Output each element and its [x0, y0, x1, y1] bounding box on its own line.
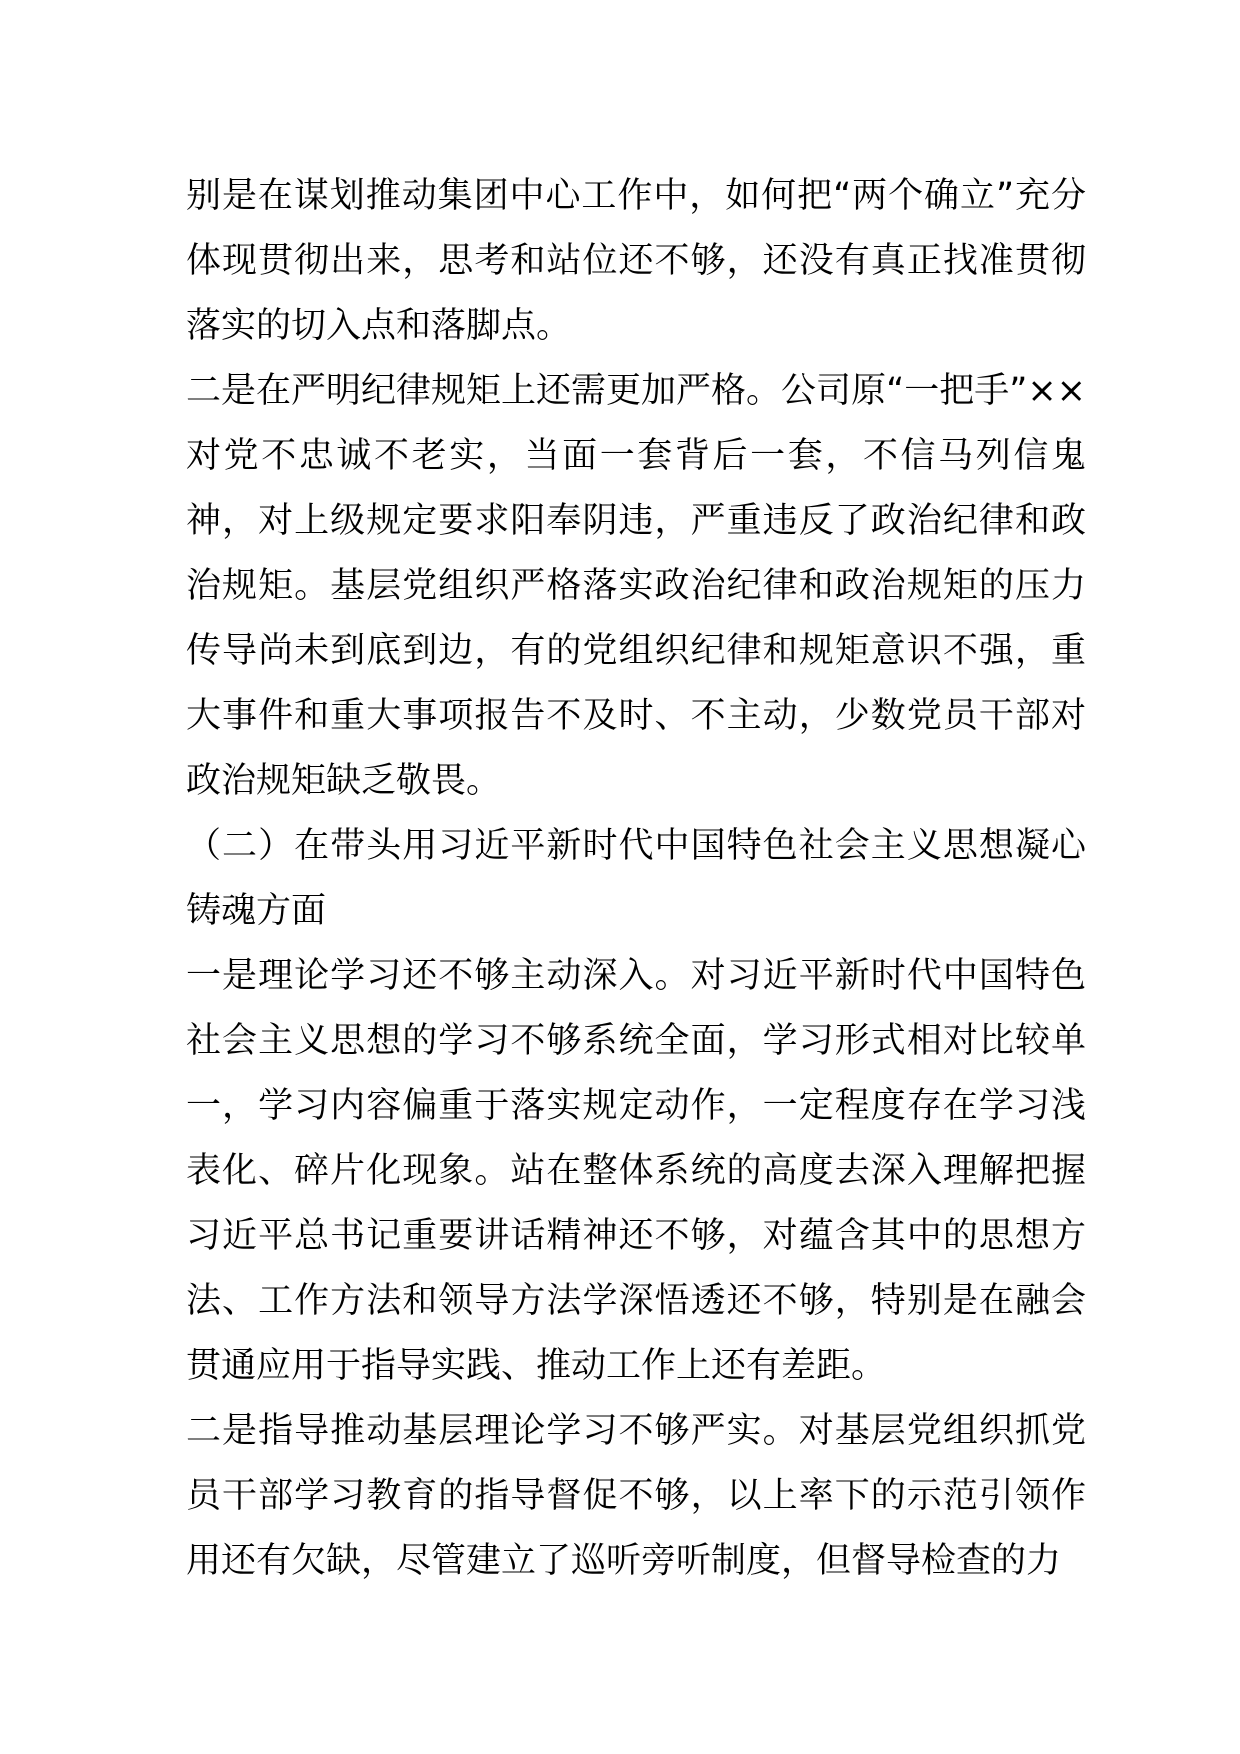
document-body: [186, 164, 1086, 1594]
paragraph-continuation: 别是在谋划推动集团中心工作中，如何把“两个确立”充分体现贯彻出来，思考和站位还不够，还没有真正找准贯彻落实的切入点和落脚点。: [186, 176, 1086, 346]
section-heading-2: （二）在带头用习近平新时代中国特色社会主义思想凝心铸魂方面: [186, 826, 1086, 931]
paragraph-grassroots-study: 二是指导推动基层理论学习不够严实。对基层党组织抓党员干部学习教育的指导督促不够，以上率下的示范引领作用还有欠缺，尽管建立了巡听旁听制度，但督导检查的力: [186, 1411, 1086, 1581]
paragraph-theory-study: 一是理论学习还不够主动深入。对习近平新时代中国特色社会主义思想的学习不够系统全面，学习形式相对比较单一，学习内容偏重于落实规定动作，一定程度存在学习浅表化、碎片化现象。站在整体系统的高度去深入理解把握习近平总书记重要讲话精神还不够，对蕴含其中的思想方法、工作方法和领导方法学深悟透还不够，特别是在融会贯通应用于指导实践、推动工作上还有差距。: [186, 956, 1086, 1386]
paragraph-discipline-rules: 二是在严明纪律规矩上还需更加严格。公司原“一把手”××对党不忠诚不老实，当面一套背后一套，不信马列信鬼神，对上级规定要求阳奉阴违，严重违反了政治纪律和政治规矩。基层党组织严格落实政治纪律和政治规矩的压力传导尚未到底到边，有的党组织纪律和规矩意识不强，重大事件和重大事项报告不及时、不主动，少数党员干部对政治规矩缺乏敬畏。: [186, 371, 1086, 801]
